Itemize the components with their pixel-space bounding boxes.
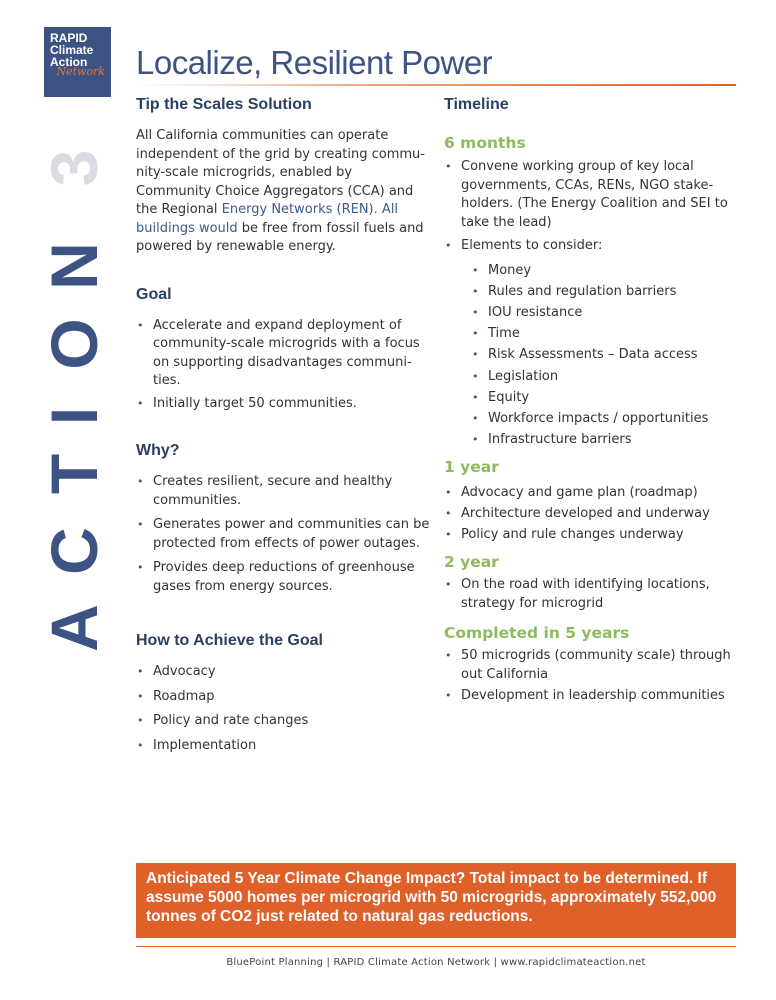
why-item-text: Generates power and communities can be protected from effects of power outages. bbox=[153, 517, 430, 551]
tip-text bbox=[136, 127, 430, 257]
logo bbox=[44, 27, 111, 97]
goal-list bbox=[136, 317, 430, 414]
sub-item: • IOU resistance bbox=[444, 302, 744, 323]
how-list bbox=[136, 663, 430, 755]
why-item bbox=[136, 516, 430, 553]
timeline-item: • 50 microgrids (community scale) through out California bbox=[444, 647, 744, 684]
why-item: • Creates resilient, secure and healthy communities. bbox=[136, 473, 430, 510]
title-divider bbox=[136, 84, 736, 86]
one-year-list bbox=[444, 482, 744, 545]
timeline-item: • Convene working group of key local governments, CCAs, RENs, NGO stake-holders. (The Energy Coalition and SEI to take the lead) bbox=[444, 158, 744, 232]
sub-item: • Rules and regulation barriers bbox=[444, 281, 744, 302]
side-number: 3 bbox=[37, 149, 111, 187]
side-letter: N bbox=[37, 242, 111, 290]
logo-line-4: Network bbox=[56, 65, 105, 78]
impact-callout: Anticipated 5 Year Climate Change Impact? Total impact to be determined. If assume 5000 homes per microgrid with 50 microgrids, approximately 552,000 tonnes of CO2 just related to natural gas reductions. bbox=[136, 863, 736, 938]
side-letter: A bbox=[37, 604, 111, 652]
timeline-item: • Architecture developed and underway bbox=[444, 503, 744, 524]
timeline-item: • On the road with identifying locations, strategy for microgrid bbox=[444, 576, 744, 613]
six-months-list bbox=[444, 158, 744, 256]
timeline-item: • Development in leadership communities bbox=[444, 687, 744, 706]
sub-item: • Workforce impacts / opportunities bbox=[444, 408, 744, 429]
sub-item: • Time bbox=[444, 323, 744, 344]
why-heading: Why? bbox=[136, 442, 180, 459]
how-item: • Policy and rate changes bbox=[136, 712, 430, 731]
tip-text-b: Energy Networks (REN). All buildings would bbox=[136, 202, 399, 236]
two-year-list bbox=[444, 576, 744, 613]
side-action-label bbox=[37, 135, 111, 655]
five-years-list bbox=[444, 647, 744, 706]
goal-item: • Accelerate and expand deployment of community-scale microgrids with a focus on supporting disadvantages communi-ties. bbox=[136, 317, 430, 391]
one-year-heading: 1 year bbox=[444, 458, 499, 477]
six-months-heading: 6 months bbox=[444, 134, 526, 152]
two-year-heading: 2 year bbox=[444, 553, 499, 572]
how-item: • Implementation bbox=[136, 737, 430, 756]
sub-item: • Legislation bbox=[444, 366, 744, 387]
how-heading: How to Achieve the Goal bbox=[136, 632, 323, 649]
sub-item: • Equity bbox=[444, 387, 744, 408]
elements-sublist bbox=[444, 260, 744, 451]
logo-line-3: Action bbox=[50, 55, 88, 69]
timeline-column bbox=[444, 96, 744, 706]
goal-heading: Goal bbox=[136, 285, 172, 303]
how-item: • Advocacy bbox=[136, 663, 430, 682]
tip-text-a: All California communities can operate independent of the grid by creating commu-nity-scale microgrids, enabled by Community Choice Aggregators (CCA) and the Regional bbox=[136, 128, 425, 217]
footer: BluePoint Planning | RAPID Climate Action Network | www.rapidclimateaction.net bbox=[226, 957, 646, 968]
how-item: • Roadmap bbox=[136, 688, 430, 707]
timeline-item: • Advocacy and game plan (roadmap) bbox=[444, 482, 744, 503]
sub-item: • Infrastructure barriers bbox=[444, 429, 744, 450]
page-title: Localize, Resilient Power bbox=[136, 44, 493, 81]
tip-text-c: be free from fossil fuels and powered by renewable energy. bbox=[136, 220, 424, 254]
tip-heading: Tip the Scales Solution bbox=[136, 96, 312, 113]
side-letter: T bbox=[37, 453, 111, 495]
side-letter: O bbox=[37, 318, 111, 370]
sub-item: • Money bbox=[444, 260, 744, 281]
logo-line-1: RAPID bbox=[50, 31, 88, 45]
side-letter: C bbox=[37, 527, 111, 575]
logo-line-2: Climate bbox=[50, 43, 94, 57]
sub-item: • Risk Assessments – Data access bbox=[444, 344, 744, 365]
timeline-heading: Timeline bbox=[444, 96, 509, 113]
timeline-item: • Elements to consider: bbox=[444, 237, 744, 256]
five-years-heading: Completed in 5 years bbox=[444, 624, 630, 643]
side-letter: I bbox=[37, 406, 111, 426]
why-item: • Provides deep reductions of greenhouse gases from energy sources. bbox=[136, 559, 430, 596]
why-list bbox=[136, 473, 430, 596]
footer-divider bbox=[136, 946, 736, 947]
goal-item: • Initially target 50 communities. bbox=[136, 395, 430, 414]
timeline-item: • Policy and rule changes underway bbox=[444, 524, 744, 545]
left-column bbox=[136, 96, 430, 755]
